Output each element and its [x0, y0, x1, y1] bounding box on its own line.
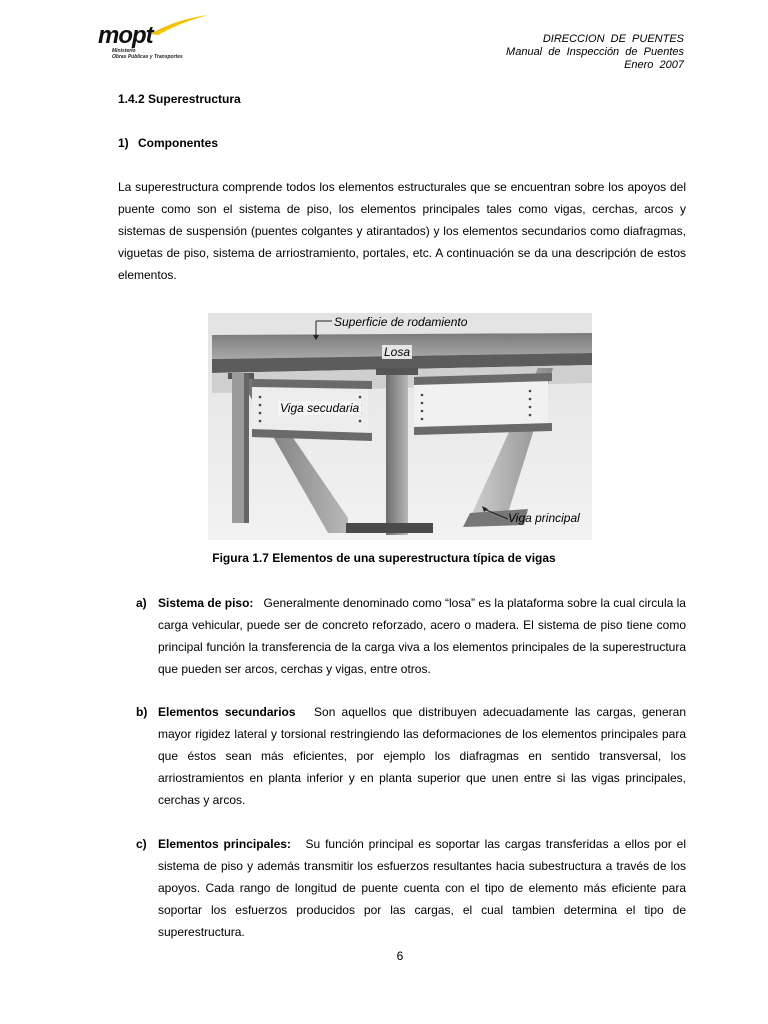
label-surface: Superficie de rodamiento	[334, 315, 468, 329]
subsection-label: Componentes	[138, 136, 219, 150]
logo-wordmark: mopt	[98, 22, 153, 49]
label-secondary-beam: Viga secudaria	[280, 401, 360, 415]
logo-swoosh-icon	[148, 14, 210, 36]
header-manual-title: Manual de Inspección de Puentes	[506, 46, 684, 58]
figure-caption: Figura 1.7 Elementos de una superestructura típica de vigas	[212, 551, 556, 565]
list-item-letter: b)	[136, 705, 148, 719]
list-item-text: Generalmente denominado como “losa” es la plataforma sobre la cual circula la carga vehicular, puede ser de concreto reforzado, acero o madera. El sistema de piso tiene como principal función la transferencia de la carga viva a los elementos principales de la superestructura que pueden ser arcos, cerchas y vigas, entre otros.	[158, 596, 686, 676]
mopt-logo	[98, 14, 210, 62]
list-item-term: Elementos principales:	[158, 837, 291, 851]
list-item-term: Elementos secundarios	[158, 705, 296, 719]
list-item-main-elements	[136, 833, 686, 943]
list-item-letter: a)	[136, 596, 147, 610]
list-item-secondary-elements	[136, 701, 686, 811]
page-number: 6	[396, 949, 404, 963]
label-slab: Losa	[384, 345, 411, 359]
list-item-term: Sistema de piso:	[158, 596, 254, 610]
list-item-text: Son aquellos que distribuyen adecuadamente las cargas, generan mayor rigidez lateral y torsional restringiendo las deformaciones de los elementos principales para que éstos sean más eficientes, por ejemplo los diafragmas en sentido transversal, los arriostramientos en planta inferior y en planta superior que unen entre si las vigas principales, cerchas y arcos.	[158, 705, 686, 807]
section-title: 1.4.2 Superestructura	[118, 92, 241, 106]
list-item-letter: c)	[136, 837, 147, 851]
header-date: Enero 2007	[624, 59, 684, 71]
subsection-number: 1)	[118, 136, 129, 150]
logo-subtitle: Ministerio Obras Públicas y Transportes	[112, 48, 183, 60]
subsection-title	[118, 136, 218, 150]
intro-paragraph: La superestructura comprende todos los elementos estructurales que se encuentran sobre los apoyos del puente como son el sistema de piso, los elementos principales tales como vigas, cerchas, arcos y sistemas de suspensión (puentes colgantes y atirantados) y los elementos secundarios como diafragmas, viguetas de piso, sistema de arriostramiento, portales, etc. A continuación se da una descripción de estos elementos.	[118, 180, 686, 282]
superstructure-figure	[208, 313, 592, 540]
label-main-beam: Viga principal	[508, 511, 580, 525]
header-department: DIRECCION DE PUENTES	[542, 33, 684, 45]
list-item-text: Su función principal es soportar las cargas transferidas a ellos por el sistema de piso y además transmitir los esfuerzos resultantes hacia subestructura a través de los apoyos. Cada rango de longitud de puente cuenta con el tipo de elemento más eficiente para soportar los esfuerzos producidos por las cargas, el cual tambien determina el tipo de superestructura.	[158, 837, 686, 939]
document-header	[506, 33, 684, 72]
list-item-floor-system	[136, 592, 686, 680]
